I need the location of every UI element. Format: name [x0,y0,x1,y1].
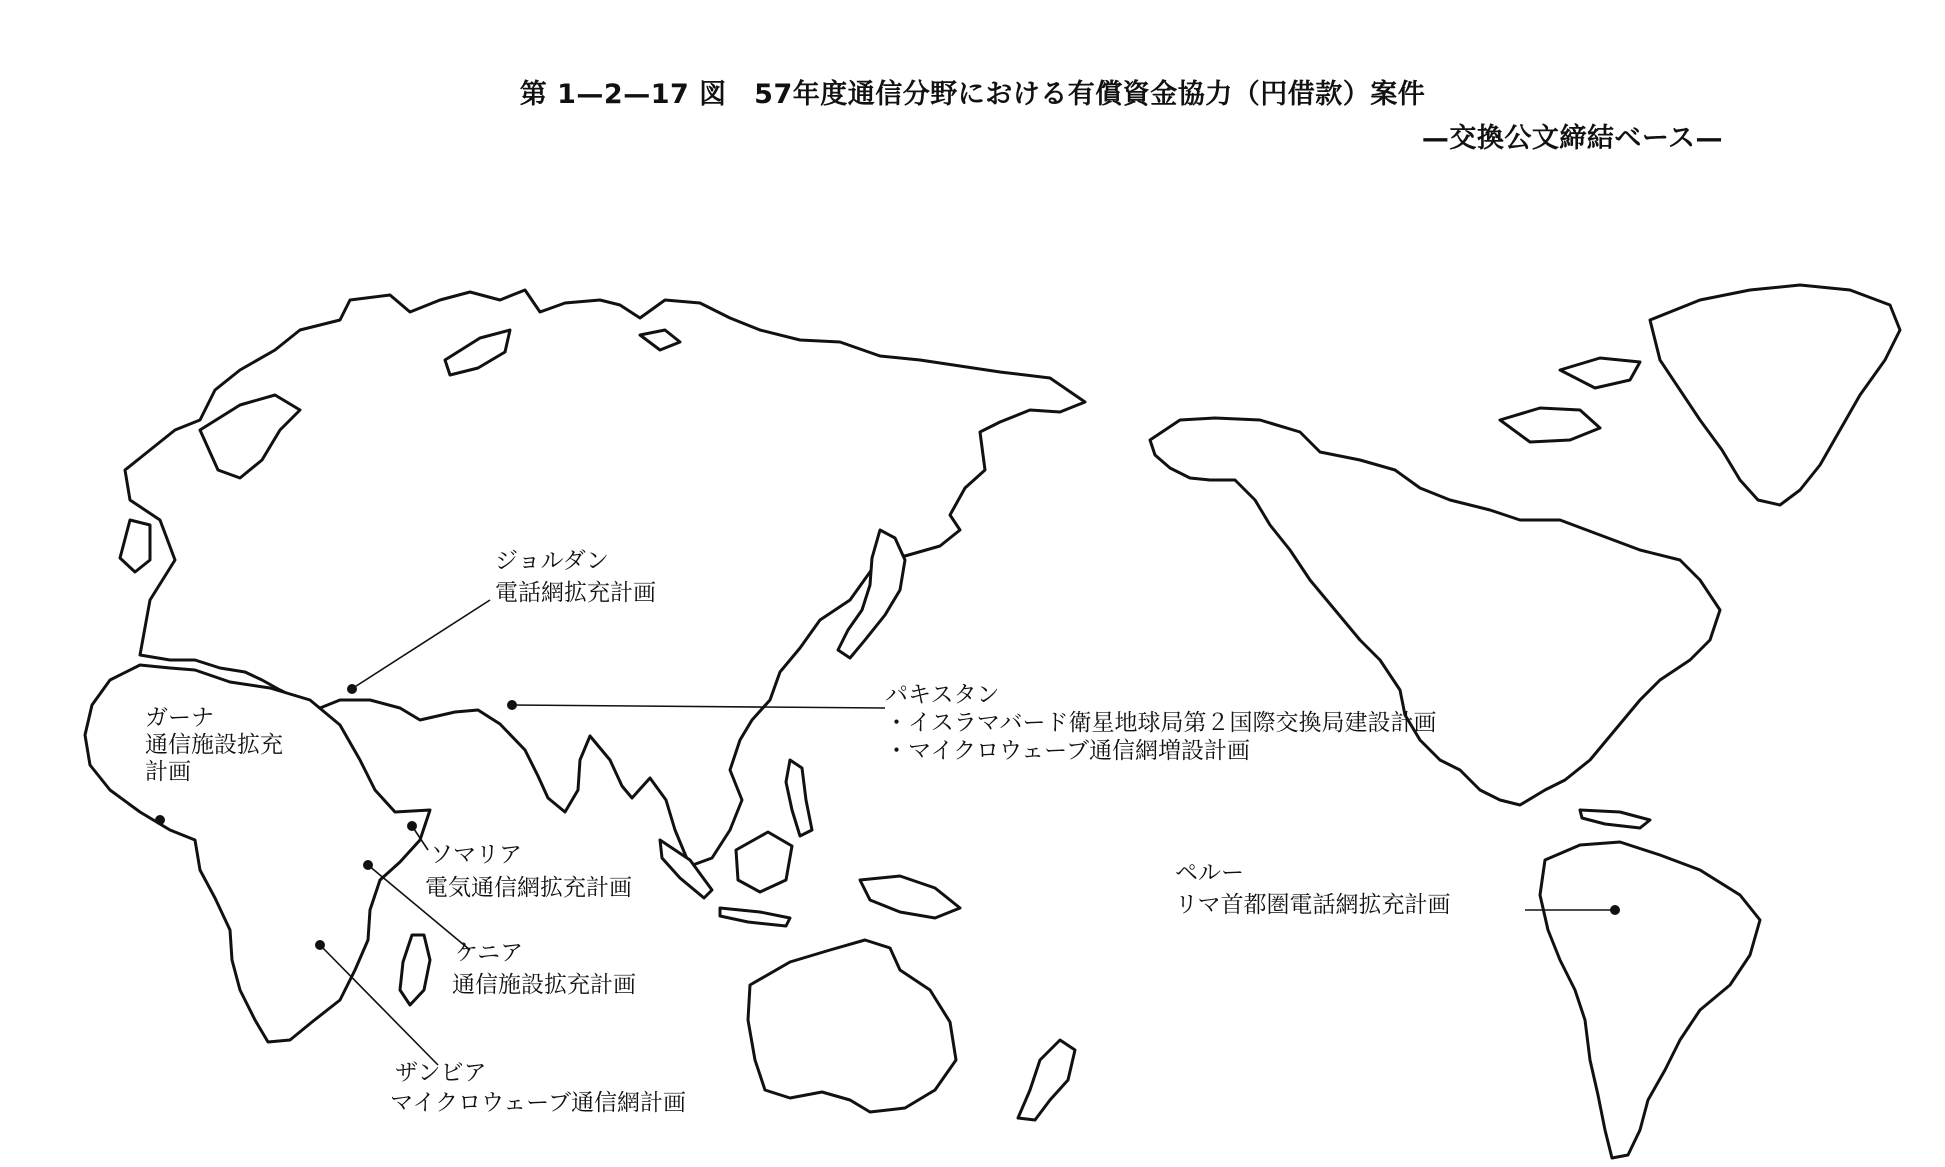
zambia-project-label: マイクロウェーブ通信網計画 [390,1090,687,1116]
somalia-marker [407,821,417,831]
pakistan-project-label-1: ・イスラマバード衛星地球局第２国際交換局建設計画 [885,710,1437,736]
zambia-leader-line [320,945,438,1065]
peru-country-label: ペルー [1175,860,1244,886]
zambia-marker [315,940,325,950]
pakistan-leader-line [512,705,885,708]
somalia-country-label: ソマリア [430,842,522,868]
pakistan-country-label: パキスタン [885,682,1000,708]
figure-title: 第 1—2—17 図 57年度通信分野における有償資金協力（円借款）案件 [519,79,1426,110]
jordan-leader-line [350,600,490,690]
pakistan-project-label-2: ・マイクロウェーブ通信網増設計画 [885,738,1251,764]
peru-project-label: リマ首都圏電話網拡充計画 [1175,892,1451,918]
figure-subtitle: —交換公文締結ベース— [1421,123,1723,154]
kenya-project-label: 通信施設拡充計画 [452,972,636,998]
kenya-country-label: ケニア [455,940,524,966]
peru-marker [1610,905,1620,915]
zambia-country-label: ザンビア [395,1060,487,1086]
jordan-project-label: 電話網拡充計画 [495,580,656,606]
ghana-marker [155,815,165,825]
somalia-project-label: 電気通信網拡充計画 [425,875,632,901]
ghana-country-label: ガーナ [145,705,214,731]
ghana-project-label-line2: 計画 [145,759,191,785]
pakistan-marker [507,700,517,710]
ghana-project-label-line1: 通信施設拡充 [145,732,283,758]
jordan-country-label: ジョルダン [495,548,609,574]
kenya-marker [363,860,373,870]
jordan-marker [347,684,357,694]
